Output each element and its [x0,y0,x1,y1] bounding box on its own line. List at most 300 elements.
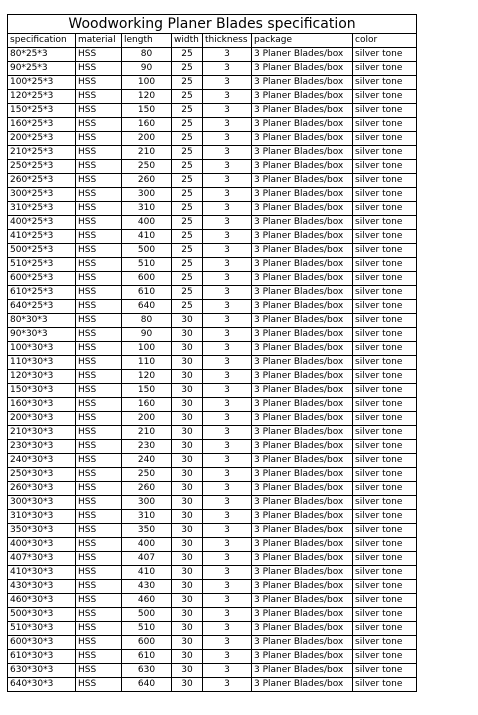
cell-package: 3 Planer Blades/box [252,370,353,384]
table-row [8,412,417,426]
cell-material: HSS [76,216,122,230]
cell-length: 310 [122,202,172,216]
cell-width: 25 [172,90,203,104]
cell-width: 30 [172,636,203,650]
cell-specification: 100*25*3 [8,76,76,90]
cell-length: 260 [122,174,172,188]
cell-width: 30 [172,566,203,580]
cell-thickness: 3 [203,552,252,566]
table-row [8,258,417,272]
cell-package: 3 Planer Blades/box [252,188,353,202]
cell-length: 160 [122,118,172,132]
cell-width: 30 [172,524,203,538]
cell-package: 3 Planer Blades/box [252,580,353,594]
cell-length: 90 [122,62,172,76]
cell-material: HSS [76,62,122,76]
cell-color: silver tone [353,286,417,300]
cell-specification: 510*30*3 [8,622,76,636]
cell-width: 30 [172,622,203,636]
cell-color: silver tone [353,566,417,580]
cell-specification: 600*30*3 [8,636,76,650]
cell-color: silver tone [353,664,417,678]
cell-thickness: 3 [203,608,252,622]
cell-thickness: 3 [203,594,252,608]
cell-material: HSS [76,342,122,356]
cell-width: 25 [172,244,203,258]
cell-thickness: 3 [203,244,252,258]
cell-width: 30 [172,384,203,398]
cell-thickness: 3 [203,398,252,412]
table-row [8,510,417,524]
cell-material: HSS [76,76,122,90]
cell-material: HSS [76,524,122,538]
table-row [8,454,417,468]
cell-length: 430 [122,580,172,594]
cell-length: 310 [122,510,172,524]
cell-length: 640 [122,300,172,314]
cell-width: 30 [172,328,203,342]
cell-thickness: 3 [203,62,252,76]
cell-length: 500 [122,244,172,258]
table-row [8,328,417,342]
cell-package: 3 Planer Blades/box [252,510,353,524]
cell-package: 3 Planer Blades/box [252,48,353,62]
cell-package: 3 Planer Blades/box [252,216,353,230]
cell-color: silver tone [353,174,417,188]
cell-width: 30 [172,552,203,566]
cell-color: silver tone [353,454,417,468]
cell-width: 25 [172,76,203,90]
cell-material: HSS [76,552,122,566]
cell-width: 25 [172,104,203,118]
cell-specification: 80*25*3 [8,48,76,62]
cell-thickness: 3 [203,104,252,118]
cell-color: silver tone [353,202,417,216]
cell-width: 30 [172,356,203,370]
cell-width: 30 [172,412,203,426]
cell-width: 30 [172,454,203,468]
cell-color: silver tone [353,524,417,538]
cell-color: silver tone [353,48,417,62]
cell-width: 30 [172,398,203,412]
cell-color: silver tone [353,314,417,328]
cell-material: HSS [76,384,122,398]
cell-thickness: 3 [203,454,252,468]
cell-width: 25 [172,146,203,160]
cell-thickness: 3 [203,300,252,314]
cell-specification: 200*30*3 [8,412,76,426]
cell-color: silver tone [353,552,417,566]
cell-length: 600 [122,272,172,286]
cell-length: 250 [122,160,172,174]
cell-specification: 120*30*3 [8,370,76,384]
cell-length: 150 [122,384,172,398]
cell-thickness: 3 [203,650,252,664]
cell-thickness: 3 [203,286,252,300]
cell-specification: 150*25*3 [8,104,76,118]
cell-color: silver tone [353,468,417,482]
cell-material: HSS [76,258,122,272]
cell-color: silver tone [353,230,417,244]
cell-width: 30 [172,482,203,496]
cell-thickness: 3 [203,90,252,104]
cell-package: 3 Planer Blades/box [252,622,353,636]
cell-color: silver tone [353,594,417,608]
cell-package: 3 Planer Blades/box [252,384,353,398]
table-row [8,524,417,538]
cell-length: 407 [122,552,172,566]
cell-width: 25 [172,272,203,286]
cell-package: 3 Planer Blades/box [252,328,353,342]
cell-length: 100 [122,342,172,356]
table-row [8,272,417,286]
column-header-specification: specification [8,34,76,48]
cell-specification: 300*30*3 [8,496,76,510]
cell-width: 25 [172,118,203,132]
cell-specification: 120*25*3 [8,90,76,104]
table-row [8,62,417,76]
cell-color: silver tone [353,146,417,160]
cell-specification: 640*25*3 [8,300,76,314]
cell-package: 3 Planer Blades/box [252,454,353,468]
column-header-package: package [252,34,353,48]
cell-color: silver tone [353,328,417,342]
cell-thickness: 3 [203,202,252,216]
cell-length: 80 [122,48,172,62]
cell-package: 3 Planer Blades/box [252,104,353,118]
table-row [8,230,417,244]
cell-material: HSS [76,90,122,104]
cell-color: silver tone [353,580,417,594]
cell-material: HSS [76,160,122,174]
cell-color: silver tone [353,104,417,118]
cell-specification: 250*30*3 [8,468,76,482]
cell-package: 3 Planer Blades/box [252,356,353,370]
cell-material: HSS [76,412,122,426]
table-title: Woodworking Planer Blades specification [8,15,417,34]
cell-package: 3 Planer Blades/box [252,314,353,328]
cell-package: 3 Planer Blades/box [252,230,353,244]
cell-material: HSS [76,580,122,594]
cell-length: 230 [122,440,172,454]
cell-thickness: 3 [203,496,252,510]
cell-package: 3 Planer Blades/box [252,146,353,160]
title-row [8,15,417,34]
cell-length: 610 [122,650,172,664]
cell-material: HSS [76,48,122,62]
header-row [8,34,417,48]
cell-thickness: 3 [203,258,252,272]
cell-specification: 80*30*3 [8,314,76,328]
cell-color: silver tone [353,496,417,510]
cell-material: HSS [76,496,122,510]
cell-width: 25 [172,48,203,62]
table-row [8,384,417,398]
cell-specification: 410*30*3 [8,566,76,580]
table-row [8,398,417,412]
cell-width: 25 [172,160,203,174]
cell-thickness: 3 [203,342,252,356]
cell-width: 25 [172,188,203,202]
cell-length: 200 [122,132,172,146]
table-row [8,650,417,664]
cell-color: silver tone [353,510,417,524]
table-row [8,286,417,300]
cell-package: 3 Planer Blades/box [252,440,353,454]
cell-package: 3 Planer Blades/box [252,664,353,678]
cell-width: 30 [172,342,203,356]
cell-thickness: 3 [203,468,252,482]
cell-length: 500 [122,608,172,622]
cell-material: HSS [76,370,122,384]
cell-specification: 150*30*3 [8,384,76,398]
cell-package: 3 Planer Blades/box [252,524,353,538]
cell-length: 80 [122,314,172,328]
cell-thickness: 3 [203,412,252,426]
cell-color: silver tone [353,342,417,356]
cell-thickness: 3 [203,230,252,244]
column-header-color: color [353,34,417,48]
cell-material: HSS [76,202,122,216]
cell-package: 3 Planer Blades/box [252,272,353,286]
cell-color: silver tone [353,244,417,258]
cell-color: silver tone [353,132,417,146]
cell-width: 30 [172,650,203,664]
cell-specification: 310*30*3 [8,510,76,524]
cell-color: silver tone [353,370,417,384]
cell-specification: 260*30*3 [8,482,76,496]
cell-length: 510 [122,258,172,272]
table-row [8,216,417,230]
cell-length: 300 [122,496,172,510]
cell-specification: 210*25*3 [8,146,76,160]
table-row [8,90,417,104]
cell-package: 3 Planer Blades/box [252,650,353,664]
cell-material: HSS [76,356,122,370]
cell-thickness: 3 [203,48,252,62]
table-row [8,146,417,160]
table-body [8,48,417,692]
cell-material: HSS [76,300,122,314]
cell-length: 400 [122,216,172,230]
cell-material: HSS [76,174,122,188]
cell-length: 240 [122,454,172,468]
cell-material: HSS [76,426,122,440]
cell-width: 30 [172,314,203,328]
table-row [8,188,417,202]
spec-table [7,14,417,692]
cell-package: 3 Planer Blades/box [252,482,353,496]
cell-specification: 350*30*3 [8,524,76,538]
cell-package: 3 Planer Blades/box [252,426,353,440]
table-row [8,314,417,328]
cell-width: 30 [172,594,203,608]
cell-thickness: 3 [203,482,252,496]
table-row [8,118,417,132]
column-header-thickness: thickness [203,34,252,48]
cell-material: HSS [76,482,122,496]
table-row [8,160,417,174]
cell-specification: 90*25*3 [8,62,76,76]
cell-length: 410 [122,566,172,580]
cell-material: HSS [76,636,122,650]
cell-color: silver tone [353,636,417,650]
table-row [8,468,417,482]
cell-color: silver tone [353,384,417,398]
cell-thickness: 3 [203,370,252,384]
cell-specification: 630*30*3 [8,664,76,678]
cell-width: 30 [172,538,203,552]
cell-width: 25 [172,230,203,244]
cell-width: 25 [172,300,203,314]
table-row [8,104,417,118]
cell-specification: 210*30*3 [8,426,76,440]
cell-package: 3 Planer Blades/box [252,566,353,580]
cell-package: 3 Planer Blades/box [252,552,353,566]
cell-thickness: 3 [203,272,252,286]
cell-color: silver tone [353,412,417,426]
cell-color: silver tone [353,608,417,622]
cell-thickness: 3 [203,636,252,650]
cell-specification: 600*25*3 [8,272,76,286]
cell-specification: 90*30*3 [8,328,76,342]
cell-length: 300 [122,188,172,202]
cell-width: 30 [172,510,203,524]
table-row [8,538,417,552]
column-header-length: length [122,34,172,48]
cell-color: silver tone [353,678,417,692]
column-header-material: material [76,34,122,48]
table-row [8,594,417,608]
cell-width: 25 [172,258,203,272]
cell-width: 25 [172,202,203,216]
cell-length: 640 [122,678,172,692]
cell-material: HSS [76,398,122,412]
table-row [8,48,417,62]
cell-package: 3 Planer Blades/box [252,202,353,216]
cell-width: 25 [172,216,203,230]
cell-specification: 160*30*3 [8,398,76,412]
cell-material: HSS [76,188,122,202]
cell-width: 30 [172,468,203,482]
cell-length: 210 [122,146,172,160]
cell-length: 460 [122,594,172,608]
cell-thickness: 3 [203,510,252,524]
cell-length: 630 [122,664,172,678]
cell-thickness: 3 [203,160,252,174]
cell-color: silver tone [353,216,417,230]
cell-specification: 160*25*3 [8,118,76,132]
cell-thickness: 3 [203,440,252,454]
cell-length: 210 [122,426,172,440]
cell-material: HSS [76,454,122,468]
cell-package: 3 Planer Blades/box [252,636,353,650]
cell-thickness: 3 [203,118,252,132]
cell-material: HSS [76,244,122,258]
cell-package: 3 Planer Blades/box [252,76,353,90]
cell-thickness: 3 [203,384,252,398]
table-row [8,678,417,692]
cell-thickness: 3 [203,314,252,328]
cell-color: silver tone [353,440,417,454]
cell-color: silver tone [353,258,417,272]
cell-package: 3 Planer Blades/box [252,608,353,622]
table-row [8,244,417,258]
cell-length: 160 [122,398,172,412]
column-header-width: width [172,34,203,48]
table-row [8,202,417,216]
table-row [8,76,417,90]
table-row [8,356,417,370]
cell-color: silver tone [353,538,417,552]
cell-thickness: 3 [203,146,252,160]
cell-thickness: 3 [203,538,252,552]
cell-specification: 407*30*3 [8,552,76,566]
cell-width: 30 [172,664,203,678]
cell-material: HSS [76,328,122,342]
cell-width: 30 [172,496,203,510]
cell-color: silver tone [353,160,417,174]
cell-specification: 230*30*3 [8,440,76,454]
cell-package: 3 Planer Blades/box [252,244,353,258]
cell-specification: 410*25*3 [8,230,76,244]
cell-color: silver tone [353,426,417,440]
cell-length: 510 [122,622,172,636]
cell-package: 3 Planer Blades/box [252,594,353,608]
cell-width: 25 [172,174,203,188]
cell-package: 3 Planer Blades/box [252,160,353,174]
cell-package: 3 Planer Blades/box [252,342,353,356]
cell-length: 410 [122,230,172,244]
cell-color: silver tone [353,482,417,496]
cell-thickness: 3 [203,328,252,342]
cell-specification: 400*30*3 [8,538,76,552]
cell-length: 600 [122,636,172,650]
cell-package: 3 Planer Blades/box [252,174,353,188]
cell-material: HSS [76,538,122,552]
table-row [8,664,417,678]
cell-length: 100 [122,76,172,90]
cell-package: 3 Planer Blades/box [252,468,353,482]
cell-color: silver tone [353,300,417,314]
cell-material: HSS [76,678,122,692]
cell-color: silver tone [353,272,417,286]
cell-thickness: 3 [203,622,252,636]
cell-specification: 610*25*3 [8,286,76,300]
table-row [8,300,417,314]
cell-width: 25 [172,286,203,300]
cell-material: HSS [76,146,122,160]
cell-material: HSS [76,650,122,664]
table-row [8,426,417,440]
cell-material: HSS [76,468,122,482]
cell-package: 3 Planer Blades/box [252,90,353,104]
cell-width: 30 [172,440,203,454]
cell-thickness: 3 [203,174,252,188]
cell-color: silver tone [353,76,417,90]
cell-package: 3 Planer Blades/box [252,538,353,552]
cell-width: 30 [172,370,203,384]
cell-length: 400 [122,538,172,552]
cell-length: 120 [122,90,172,104]
cell-package: 3 Planer Blades/box [252,300,353,314]
cell-material: HSS [76,664,122,678]
table-row [8,482,417,496]
cell-length: 250 [122,468,172,482]
cell-specification: 260*25*3 [8,174,76,188]
table-row [8,174,417,188]
cell-package: 3 Planer Blades/box [252,132,353,146]
